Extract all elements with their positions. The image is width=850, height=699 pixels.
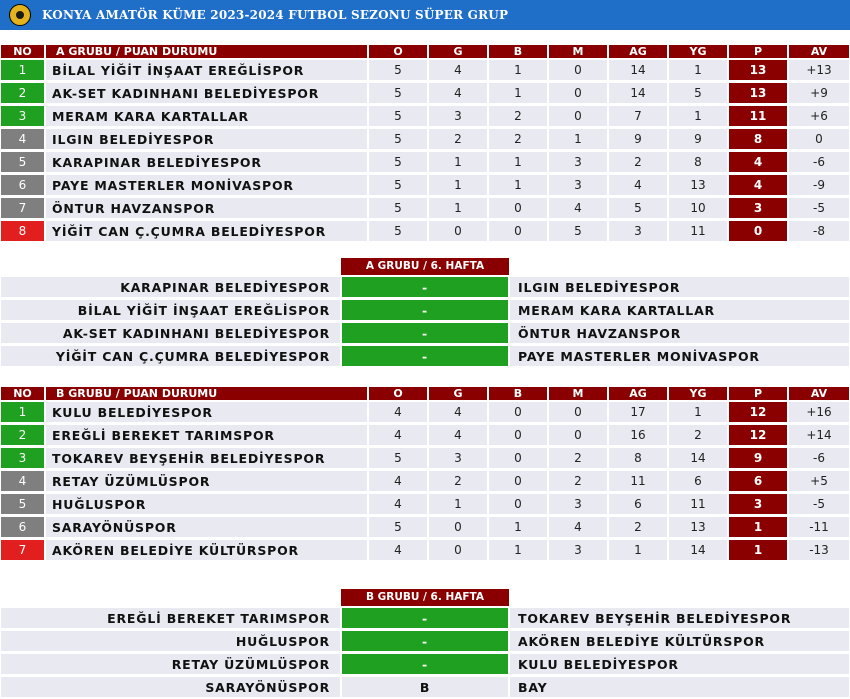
col-b: B: [488, 386, 548, 401]
table-row: [0, 470, 850, 493]
team-name: AK-SET KADINHANI BELEDİYESPOR: [45, 82, 368, 105]
stat-o: 5: [368, 516, 428, 539]
match-score: -: [341, 276, 509, 299]
stat-m: 3: [548, 174, 608, 197]
stat-b: 0: [488, 493, 548, 516]
rank-cell: 3: [0, 105, 45, 128]
group-b-title: B GRUBU / PUAN DURUMU: [45, 386, 368, 401]
stat-yg: 1: [668, 59, 728, 82]
team-name: KULU BELEDİYESPOR: [45, 401, 368, 424]
points-cell: 12: [728, 401, 788, 424]
table-row: [0, 128, 850, 151]
team-name: RETAY ÜZÜMLÜSPOR: [45, 470, 368, 493]
stat-m: 0: [548, 424, 608, 447]
points-cell: 11: [728, 105, 788, 128]
group-b-fixtures-table: [0, 607, 850, 699]
table-row: [0, 539, 850, 562]
group-a-header-row: [0, 44, 850, 59]
table-row: [0, 59, 850, 82]
group-a-fixtures-table: [0, 276, 850, 368]
stat-m: 2: [548, 447, 608, 470]
rank-cell: 1: [0, 401, 45, 424]
col-av: AV: [788, 386, 850, 401]
stat-yg: 2: [668, 424, 728, 447]
stat-yg: 6: [668, 470, 728, 493]
average-cell: -5: [788, 197, 850, 220]
stat-yg: 13: [668, 174, 728, 197]
stat-g: 4: [428, 59, 488, 82]
stat-g: 0: [428, 516, 488, 539]
stat-o: 5: [368, 105, 428, 128]
stat-yg: 11: [668, 493, 728, 516]
fixture-row: [0, 299, 850, 322]
stat-yg: 1: [668, 105, 728, 128]
team-name: ILGIN BELEDİYESPOR: [45, 128, 368, 151]
col-ag: AG: [608, 44, 668, 59]
rank-cell: 2: [0, 82, 45, 105]
average-cell: +14: [788, 424, 850, 447]
stat-ag: 1: [608, 539, 668, 562]
points-cell: 8: [728, 128, 788, 151]
stat-g: 2: [428, 470, 488, 493]
away-team: BAY: [509, 676, 850, 699]
col-p: P: [728, 44, 788, 59]
average-cell: 0: [788, 128, 850, 151]
away-team: KULU BELEDİYESPOR: [509, 653, 850, 676]
rank-cell: 2: [0, 424, 45, 447]
table-row: [0, 493, 850, 516]
rank-cell: 1: [0, 59, 45, 82]
stat-ag: 4: [608, 174, 668, 197]
rank-cell: 5: [0, 151, 45, 174]
fixture-row: [0, 630, 850, 653]
stat-g: 1: [428, 493, 488, 516]
stat-yg: 13: [668, 516, 728, 539]
table-row: [0, 516, 850, 539]
points-cell: 13: [728, 59, 788, 82]
rank-cell: 7: [0, 539, 45, 562]
stat-ag: 7: [608, 105, 668, 128]
rank-cell: 8: [0, 220, 45, 243]
away-team: ÖNTUR HAVZANSPOR: [509, 322, 850, 345]
stat-b: 1: [488, 516, 548, 539]
team-name: SARAYÖNÜSPOR: [45, 516, 368, 539]
stat-ag: 14: [608, 59, 668, 82]
average-cell: -6: [788, 151, 850, 174]
col-no: NO: [0, 386, 45, 401]
home-team: EREĞLİ BEREKET TARIMSPOR: [0, 607, 341, 630]
stat-b: 2: [488, 105, 548, 128]
col-g: G: [428, 44, 488, 59]
average-cell: -8: [788, 220, 850, 243]
points-cell: 4: [728, 151, 788, 174]
points-cell: 3: [728, 197, 788, 220]
table-row: [0, 401, 850, 424]
match-score: -: [341, 630, 509, 653]
team-name: ÖNTUR HAVZANSPOR: [45, 197, 368, 220]
table-row: [0, 174, 850, 197]
stat-b: 0: [488, 220, 548, 243]
stat-b: 1: [488, 82, 548, 105]
fixture-row: [0, 676, 850, 699]
points-cell: 1: [728, 539, 788, 562]
col-b: B: [488, 44, 548, 59]
stat-b: 1: [488, 59, 548, 82]
stat-ag: 17: [608, 401, 668, 424]
average-cell: +5: [788, 470, 850, 493]
stat-o: 5: [368, 197, 428, 220]
group-a-standings-table: [0, 44, 850, 243]
stat-o: 5: [368, 151, 428, 174]
average-cell: +16: [788, 401, 850, 424]
team-name: MERAM KARA KARTALLAR: [45, 105, 368, 128]
stat-yg: 10: [668, 197, 728, 220]
col-g: G: [428, 386, 488, 401]
stat-o: 5: [368, 447, 428, 470]
col-yg: YG: [668, 386, 728, 401]
stat-ag: 6: [608, 493, 668, 516]
group-b-header-row: [0, 386, 850, 401]
stat-o: 5: [368, 128, 428, 151]
stat-m: 5: [548, 220, 608, 243]
stat-b: 0: [488, 197, 548, 220]
team-name: AKÖREN BELEDİYE KÜLTÜRSPOR: [45, 539, 368, 562]
stat-ag: 2: [608, 516, 668, 539]
col-av: AV: [788, 44, 850, 59]
team-name: KARAPINAR BELEDİYESPOR: [45, 151, 368, 174]
stat-g: 1: [428, 151, 488, 174]
stat-o: 4: [368, 493, 428, 516]
average-cell: -11: [788, 516, 850, 539]
col-m: M: [548, 386, 608, 401]
points-cell: 4: [728, 174, 788, 197]
stat-ag: 11: [608, 470, 668, 493]
stat-yg: 5: [668, 82, 728, 105]
team-name: BİLAL YİĞİT İNŞAAT EREĞLİSPOR: [45, 59, 368, 82]
fixture-row: [0, 322, 850, 345]
fixture-row: [0, 607, 850, 630]
match-score: B: [341, 676, 509, 699]
rank-cell: 6: [0, 174, 45, 197]
stat-m: 3: [548, 493, 608, 516]
team-name: YİĞİT CAN Ç.ÇUMRA BELEDİYESPOR: [45, 220, 368, 243]
match-score: -: [341, 322, 509, 345]
stat-m: 0: [548, 82, 608, 105]
stat-m: 1: [548, 128, 608, 151]
group-b-standings-table: [0, 386, 850, 562]
stat-g: 0: [428, 220, 488, 243]
stat-g: 4: [428, 424, 488, 447]
stat-b: 0: [488, 424, 548, 447]
group-a-fixtures: [0, 276, 850, 368]
team-name: EREĞLİ BEREKET TARIMSPOR: [45, 424, 368, 447]
rank-cell: 5: [0, 493, 45, 516]
stat-yg: 9: [668, 128, 728, 151]
average-cell: +13: [788, 59, 850, 82]
average-cell: -13: [788, 539, 850, 562]
stat-b: 1: [488, 174, 548, 197]
group-a-week-title: A GRUBU / 6. HAFTA: [341, 258, 509, 275]
table-row: [0, 82, 850, 105]
stat-m: 0: [548, 59, 608, 82]
col-ag: AG: [608, 386, 668, 401]
stat-g: 4: [428, 82, 488, 105]
average-cell: -5: [788, 493, 850, 516]
away-team: AKÖREN BELEDİYE KÜLTÜRSPOR: [509, 630, 850, 653]
col-yg: YG: [668, 44, 728, 59]
stat-g: 4: [428, 401, 488, 424]
stat-yg: 8: [668, 151, 728, 174]
rank-cell: 4: [0, 128, 45, 151]
stat-b: 2: [488, 128, 548, 151]
stat-o: 4: [368, 424, 428, 447]
stat-yg: 1: [668, 401, 728, 424]
stat-ag: 9: [608, 128, 668, 151]
col-o: O: [368, 44, 428, 59]
away-team: ILGIN BELEDİYESPOR: [509, 276, 850, 299]
table-row: [0, 447, 850, 470]
col-o: O: [368, 386, 428, 401]
points-cell: 1: [728, 516, 788, 539]
rank-cell: 6: [0, 516, 45, 539]
stat-o: 5: [368, 82, 428, 105]
stat-b: 0: [488, 447, 548, 470]
points-cell: 13: [728, 82, 788, 105]
stat-g: 1: [428, 174, 488, 197]
stat-m: 2: [548, 470, 608, 493]
match-score: -: [341, 607, 509, 630]
home-team: YİĞİT CAN Ç.ÇUMRA BELEDİYESPOR: [0, 345, 341, 368]
stat-ag: 5: [608, 197, 668, 220]
stat-m: 3: [548, 151, 608, 174]
stat-ag: 16: [608, 424, 668, 447]
points-cell: 12: [728, 424, 788, 447]
stat-b: 0: [488, 401, 548, 424]
group-b-fixtures: [0, 607, 850, 699]
rank-cell: 7: [0, 197, 45, 220]
table-row: [0, 220, 850, 243]
home-team: SARAYÖNÜSPOR: [0, 676, 341, 699]
col-m: M: [548, 44, 608, 59]
away-team: MERAM KARA KARTALLAR: [509, 299, 850, 322]
stat-ag: 14: [608, 82, 668, 105]
stat-b: 0: [488, 470, 548, 493]
stat-m: 3: [548, 539, 608, 562]
table-row: [0, 197, 850, 220]
table-row: [0, 151, 850, 174]
stat-o: 4: [368, 539, 428, 562]
stat-b: 1: [488, 539, 548, 562]
group-b-week-title: B GRUBU / 6. HAFTA: [341, 589, 509, 606]
home-team: BİLAL YİĞİT İNŞAAT EREĞLİSPOR: [0, 299, 341, 322]
stat-o: 4: [368, 401, 428, 424]
points-cell: 6: [728, 470, 788, 493]
fixture-row: [0, 653, 850, 676]
home-team: RETAY ÜZÜMLÜSPOR: [0, 653, 341, 676]
rank-cell: 3: [0, 447, 45, 470]
group-a-rows: [0, 59, 850, 243]
stat-m: 0: [548, 401, 608, 424]
stat-g: 1: [428, 197, 488, 220]
table-row: [0, 105, 850, 128]
stat-yg: 11: [668, 220, 728, 243]
team-name: TOKAREV BEYŞEHİR BELEDİYESPOR: [45, 447, 368, 470]
stat-o: 5: [368, 220, 428, 243]
average-cell: +6: [788, 105, 850, 128]
team-name: HUĞLUSPOR: [45, 493, 368, 516]
stat-yg: 14: [668, 539, 728, 562]
average-cell: +9: [788, 82, 850, 105]
stat-m: 0: [548, 105, 608, 128]
home-team: AK-SET KADINHANI BELEDİYESPOR: [0, 322, 341, 345]
stat-yg: 14: [668, 447, 728, 470]
match-score: -: [341, 299, 509, 322]
table-row: [0, 424, 850, 447]
fixture-row: [0, 276, 850, 299]
stat-g: 3: [428, 105, 488, 128]
rank-cell: 4: [0, 470, 45, 493]
team-name: PAYE MASTERLER MONİVASPOR: [45, 174, 368, 197]
points-cell: 0: [728, 220, 788, 243]
stat-o: 5: [368, 59, 428, 82]
stat-g: 0: [428, 539, 488, 562]
stat-ag: 8: [608, 447, 668, 470]
match-score: -: [341, 345, 509, 368]
top-bar: [0, 0, 850, 30]
stat-o: 4: [368, 470, 428, 493]
stat-m: 4: [548, 197, 608, 220]
home-team: KARAPINAR BELEDİYESPOR: [0, 276, 341, 299]
stat-g: 2: [428, 128, 488, 151]
page-title: KONYA AMATÖR KÜME 2023-2024 FUTBOL SEZONU SÜPER GRUP: [42, 8, 509, 22]
stat-b: 1: [488, 151, 548, 174]
stat-g: 3: [428, 447, 488, 470]
average-cell: -9: [788, 174, 850, 197]
match-score: -: [341, 653, 509, 676]
stat-m: 4: [548, 516, 608, 539]
average-cell: -6: [788, 447, 850, 470]
col-no: NO: [0, 44, 45, 59]
group-b-rows: [0, 401, 850, 562]
away-team: TOKAREV BEYŞEHİR BELEDİYESPOR: [509, 607, 850, 630]
stat-ag: 3: [608, 220, 668, 243]
points-cell: 9: [728, 447, 788, 470]
fixture-row: [0, 345, 850, 368]
stat-ag: 2: [608, 151, 668, 174]
col-p: P: [728, 386, 788, 401]
points-cell: 3: [728, 493, 788, 516]
home-team: HUĞLUSPOR: [0, 630, 341, 653]
federation-logo-icon: [9, 4, 31, 26]
group-a-title: A GRUBU / PUAN DURUMU: [45, 44, 368, 59]
stat-o: 5: [368, 174, 428, 197]
away-team: PAYE MASTERLER MONİVASPOR: [509, 345, 850, 368]
